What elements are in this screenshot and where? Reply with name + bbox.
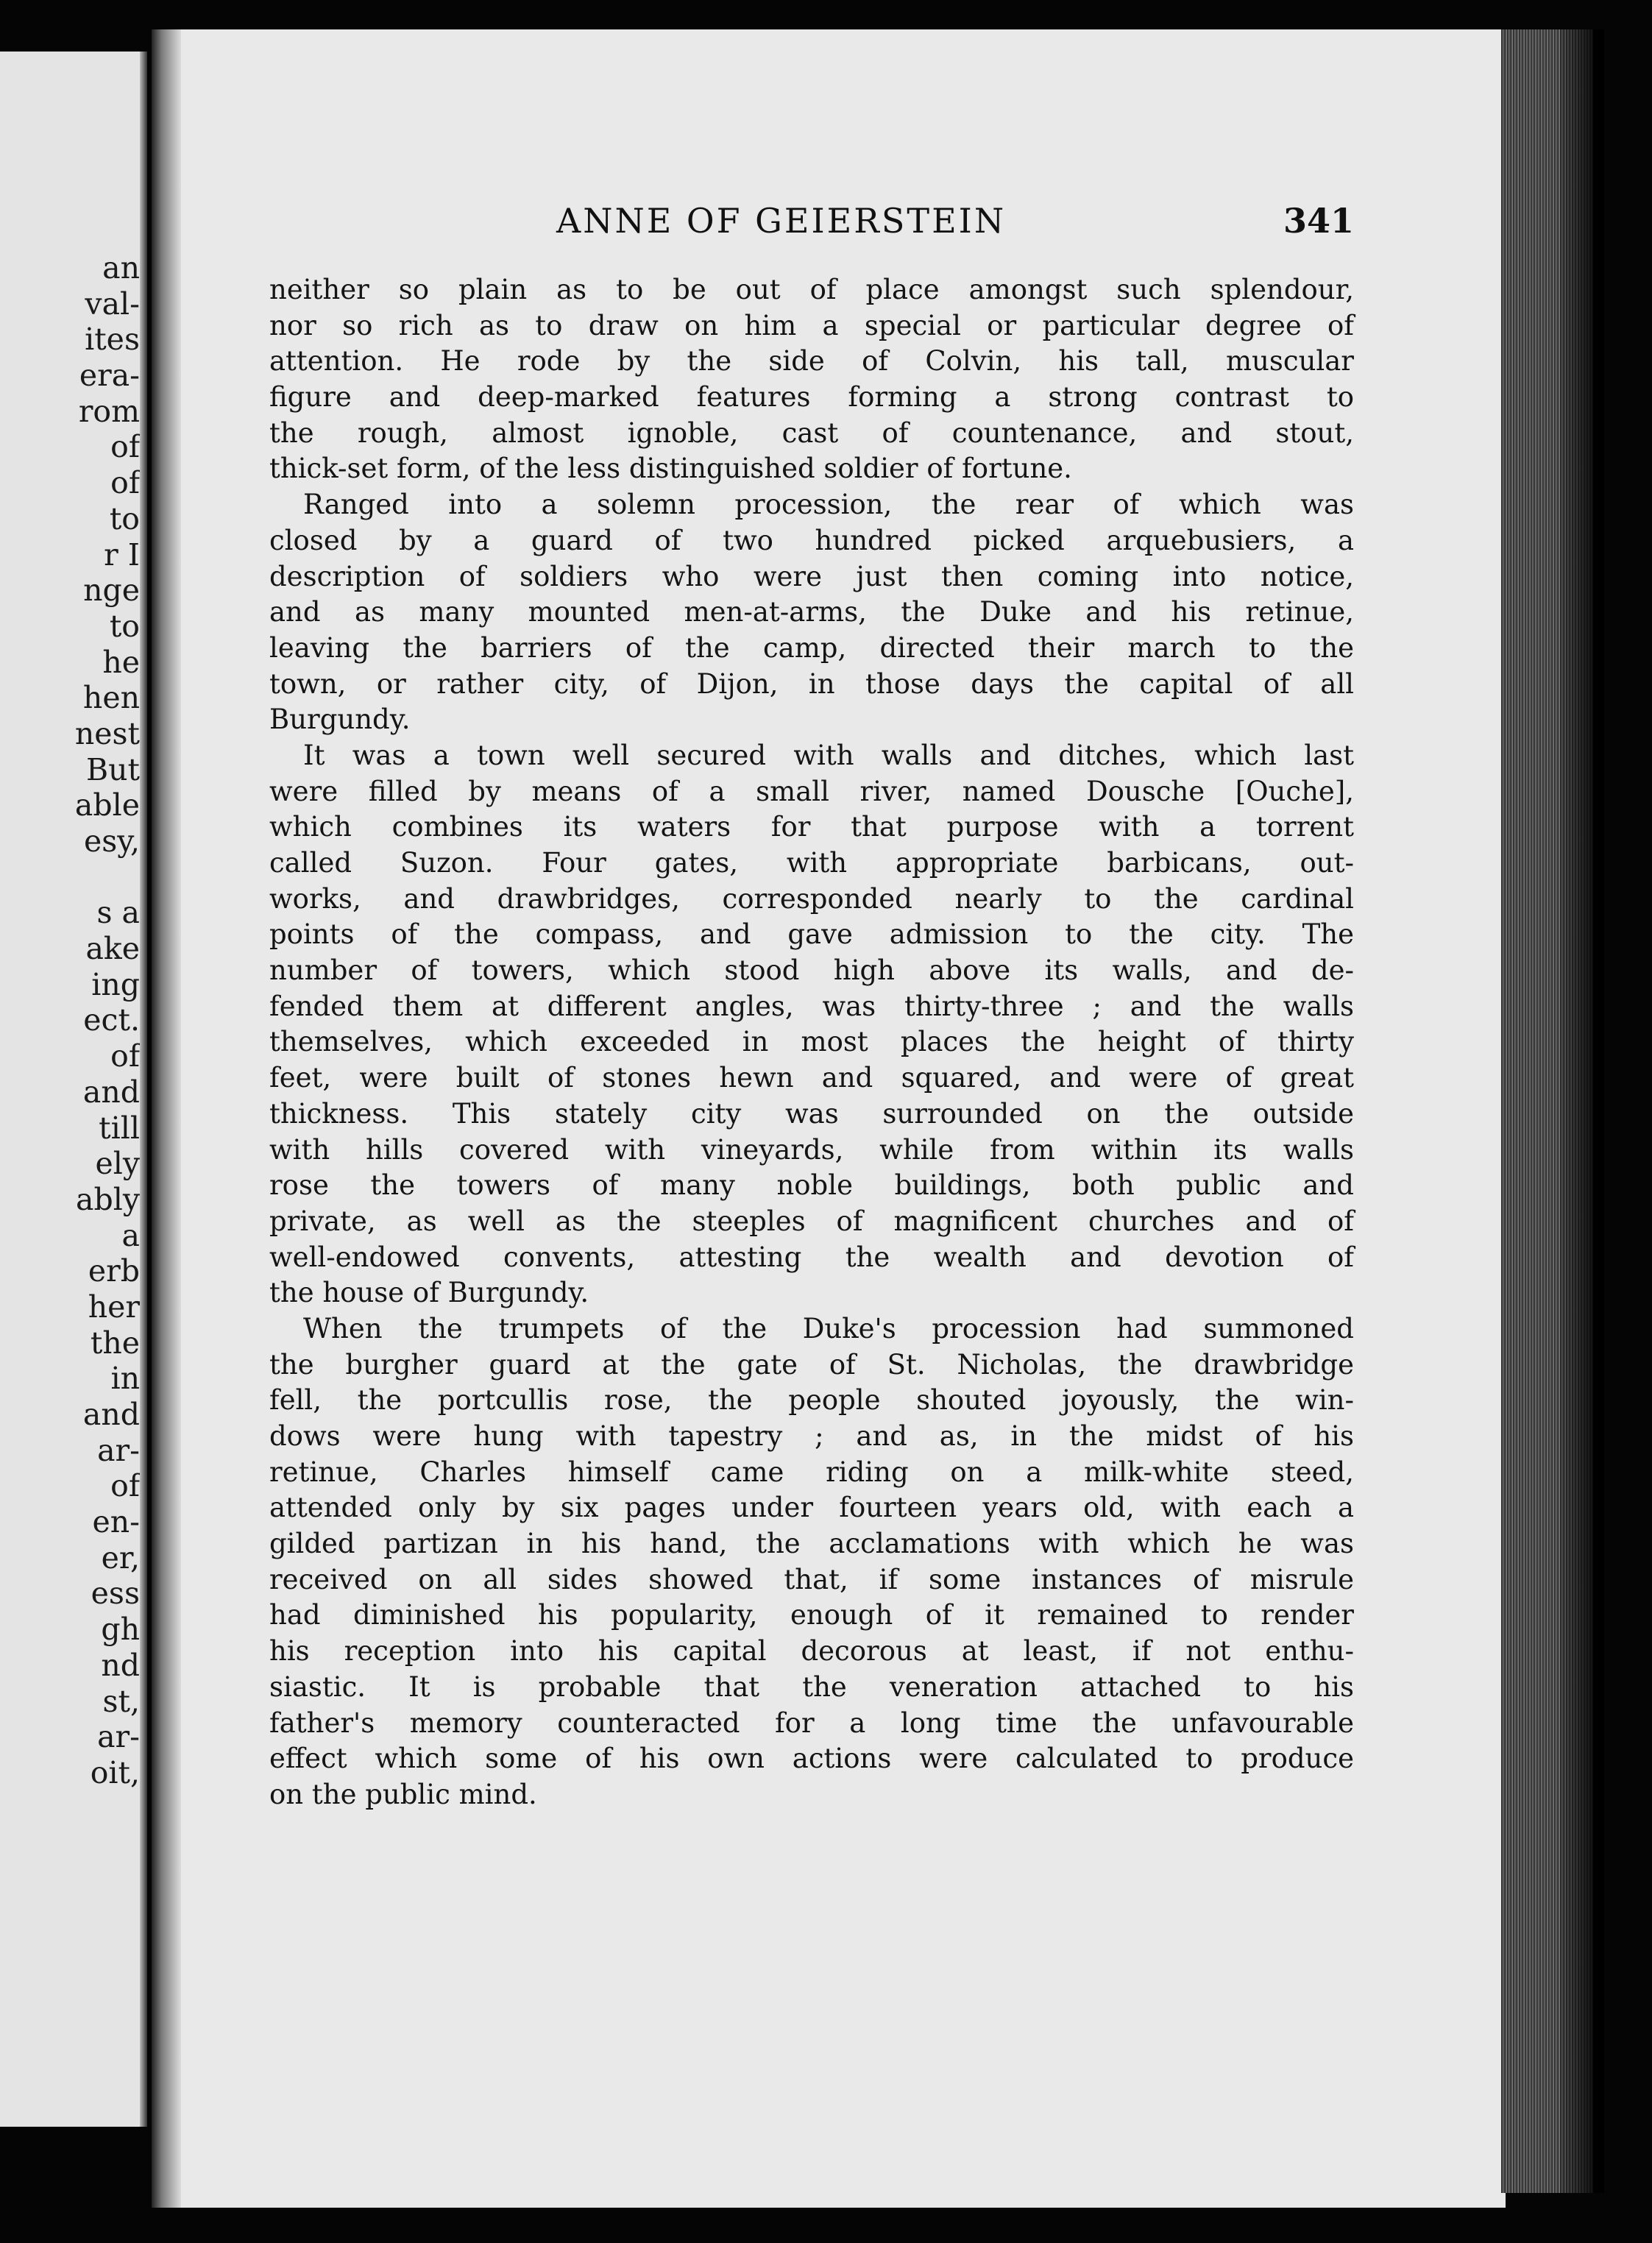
previous-page-fragment: ar- [97, 1432, 140, 1468]
previous-page-fragment [75, 860, 140, 896]
text-line: gilded partizan in his hand, the acclamations with which he was [269, 1528, 1354, 1560]
text-line: thickness. This stately city was surrounded on the outside [269, 1097, 1354, 1130]
text-line: feet, were built of stones hewn and squared, and were of great [269, 1062, 1354, 1094]
previous-page-fragment: ake [85, 931, 140, 967]
previous-page-fragment: of [110, 1468, 140, 1504]
text-line: retinue, Charles himself came riding on a milk-white steed, [269, 1456, 1354, 1488]
previous-page-fragment: st, [102, 1683, 140, 1719]
previous-page-fragment: nge [83, 573, 140, 609]
previous-page-fragment: ar- [97, 1719, 140, 1755]
text-line: rose the towers of many noble buildings, both public and [269, 1169, 1354, 1202]
previous-page-fragment: of [110, 1038, 140, 1074]
paragraph [269, 272, 1354, 487]
previous-page-fragment: era- [79, 358, 140, 394]
previous-page-fragment: in [110, 1361, 140, 1397]
previous-page-fragment: r I [104, 536, 140, 573]
text-line: on the public mind. [269, 1778, 537, 1810]
previous-page-line-fragments [75, 250, 140, 1791]
text-line: closed by a guard of two hundred picked arquebusiers, a [269, 524, 1354, 556]
previous-page-fragment: en- [92, 1504, 140, 1540]
previous-page-fragment: ect. [83, 1002, 140, 1038]
text-line: were filled by means of a small river, named Dousche [Ouche], [269, 775, 1354, 807]
previous-page-fragment: gh [101, 1612, 140, 1648]
running-title: ANNE OF GEIERSTEIN [556, 201, 1007, 241]
previous-page-fragment: and [82, 1074, 140, 1110]
previous-page-fragment: ely [95, 1146, 140, 1182]
previous-page-fragment: s a [96, 895, 140, 931]
previous-page-fragment: nd [101, 1647, 140, 1683]
previous-page-fragment: an [102, 250, 140, 286]
previous-page-fragment: nest [74, 715, 140, 751]
previous-page-fragment: ing [91, 966, 140, 1002]
previous-page-fragment: esy, [83, 823, 140, 859]
previous-page-fragment: of [110, 429, 140, 465]
text-line: received on all sides showed that, if some instances of misrule [269, 1563, 1354, 1595]
text-line: his reception into his capital decorous at least, if not enthu- [269, 1635, 1354, 1668]
previous-page-fragment: But [85, 751, 140, 787]
text-line: Ranged into a solemn procession, the rear of which was [303, 489, 1354, 521]
previous-page-fragment: hen [82, 680, 140, 716]
text-line: attended only by six pages under fourteen years old, with each a [269, 1492, 1354, 1524]
previous-page-fragment: ites [85, 322, 140, 358]
previous-page-fragment: and [82, 1397, 140, 1432]
previous-page-fragment: er, [101, 1539, 140, 1576]
text-line: figure and deep-marked features forming a strong contrast to [269, 381, 1354, 414]
text-line: When the trumpets of the Duke's procession had summoned [303, 1312, 1354, 1344]
text-line: effect which some of his own actions were calculated to produce [269, 1743, 1354, 1775]
text-line: fended them at different angles, was thirty-three ; and the walls [269, 990, 1354, 1022]
text-line: fell, the portcullis rose, the people shouted joyously, the win- [269, 1384, 1354, 1417]
page-stack-shadow [1560, 29, 1604, 2193]
text-line: father's memory counteracted for a long time the unfavourable [269, 1707, 1354, 1739]
left-gutter-shadow [140, 52, 147, 2127]
previous-page-edge [0, 52, 147, 2127]
previous-page-fragment: able [74, 787, 140, 823]
text-line: number of towers, which stood high above its walls, and de- [269, 954, 1354, 987]
previous-page-fragment: to [109, 608, 140, 644]
text-line: with hills covered with vineyards, while from within its walls [269, 1133, 1354, 1166]
text-line: the burgher guard at the gate of St. Nicholas, the drawbridge [269, 1348, 1354, 1381]
previous-page-fragment: till [99, 1110, 140, 1146]
previous-page-fragment: to [109, 500, 140, 536]
gutter-shadow [152, 29, 181, 2208]
text-line: attention. He rode by the side of Colvin, his tall, muscular [269, 345, 1354, 378]
previous-page-fragment: a [121, 1217, 140, 1253]
page-number: 341 [1283, 201, 1354, 241]
previous-page-fragment: val- [85, 286, 140, 322]
previous-page-fragment: ess [91, 1576, 140, 1612]
text-line: dows were hung with tapestry ; and as, in the midst of his [269, 1420, 1354, 1452]
text-line: siastic. It is probable that the veneration attached to his [269, 1670, 1354, 1703]
book-page [152, 29, 1506, 2208]
text-line: works, and drawbridges, corresponded nearly to the cardinal [269, 882, 1354, 915]
previous-page-fragment: ably [76, 1181, 140, 1217]
paragraph [269, 487, 1354, 738]
text-line: town, or rather city, of Dijon, in those days the capital of all [269, 667, 1354, 700]
previous-page-fragment: oit, [90, 1754, 140, 1790]
text-line: themselves, which exceeded in most places the height of thirty [269, 1026, 1354, 1058]
text-line: the rough, almost ignoble, cast of countenance, and stout, [269, 417, 1354, 449]
text-line: the house of Burgundy. [269, 1277, 589, 1309]
text-line: private, as well as the steeples of magnificent churches and of [269, 1205, 1354, 1237]
text-line: points of the compass, and gave admission to the city. The [269, 918, 1354, 951]
previous-page-fragment: erb [88, 1253, 140, 1289]
text-line: It was a town well secured with walls and ditches, which last [303, 739, 1354, 771]
paragraph [269, 738, 1354, 1311]
body-text [269, 272, 1354, 1813]
text-line: description of soldiers who were just then coming into notice, [269, 560, 1354, 592]
text-line: neither so plain as to be out of place amongst such splendour, [269, 274, 1354, 305]
text-line: nor so rich as to draw on him a special or particular degree of [269, 309, 1354, 341]
text-line: leaving the barriers of the camp, directed their march to the [269, 631, 1354, 664]
text-line: thick-set form, of the less distinguished soldier of fortune. [269, 453, 1072, 485]
paragraph [269, 1311, 1354, 1813]
previous-page-fragment: the [90, 1325, 140, 1361]
text-line: had diminished his popularity, enough of it remained to render [269, 1599, 1354, 1631]
text-line: Burgundy. [269, 704, 411, 736]
previous-page-fragment: rom [78, 393, 140, 429]
text-line: which combines its waters for that purpose with a torrent [269, 811, 1354, 843]
text-line: well-endowed convents, attesting the wealth and devotion of [269, 1241, 1354, 1273]
running-head [269, 201, 1354, 245]
previous-page-fragment: he [102, 644, 140, 680]
text-line: called Suzon. Four gates, with appropriate barbicans, out- [269, 847, 1354, 879]
previous-page-fragment: her [88, 1289, 140, 1325]
text-line: and as many mounted men-at-arms, the Duke and his retinue, [269, 596, 1354, 628]
previous-page-fragment: of [110, 465, 140, 501]
